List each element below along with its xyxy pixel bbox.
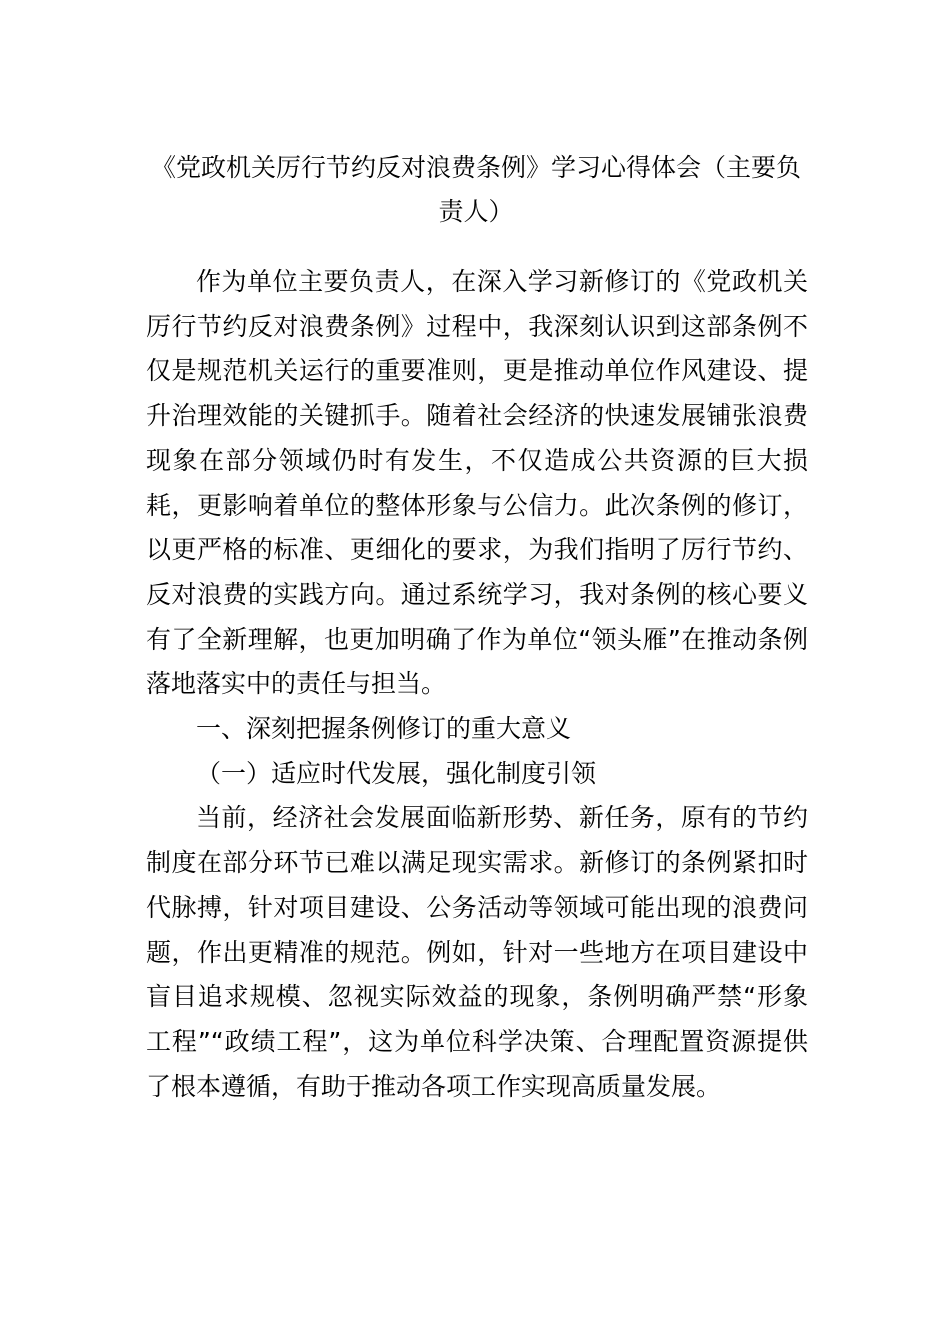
section-heading: 一、深刻把握条例修订的重大意义 bbox=[196, 714, 572, 744]
document-body bbox=[146, 260, 808, 1109]
intro-paragraph: 作为单位主要负责人，在深入学习新修订的《党政机关厉行节约反对浪费条例》过程中，我深刻认识到这部条例不仅是规范机关运行的重要准则，更是推动单位作风建设、提升治理效能的关键抓手。随着社会经济的快速发展铺张浪费现象在部分领域仍时有发生，不仅造成公共资源的巨大损耗，更影响着单位的整体形象与公信力。此次条例的修订，以更严格的标准、更细化的要求，为我们指明了厉行节约、反对浪费的实践方向。通过系统学习，我对条例的核心要义有了全新理解，也更加明确了作为单位“领头雁”在推动条例落地落实中的责任与担当。 bbox=[146, 267, 808, 699]
document-title: 《党政机关厉行节约反对浪费条例》学习心得体会（主要负责人） bbox=[150, 153, 801, 226]
subsection-heading: （一）适应时代发展，强化制度引领 bbox=[196, 758, 597, 788]
body-paragraph: 当前，经济社会发展面临新形势、新任务，原有的节约制度在部分环节已难以满足现实需求。新修订的条例紧扣时代脉搏，针对项目建设、公务活动等领域可能出现的浪费问题，作出更精准的规范。例如，针对一些地方在项目建设中盲目追求规模、忽视实际效益的现象，条例明确严禁“形象工程”“政绩工程”，这为单位科学决策、合理配置资源提供了根本遵循，有助于推动各项工作实现高质量发展。 bbox=[146, 803, 808, 1101]
